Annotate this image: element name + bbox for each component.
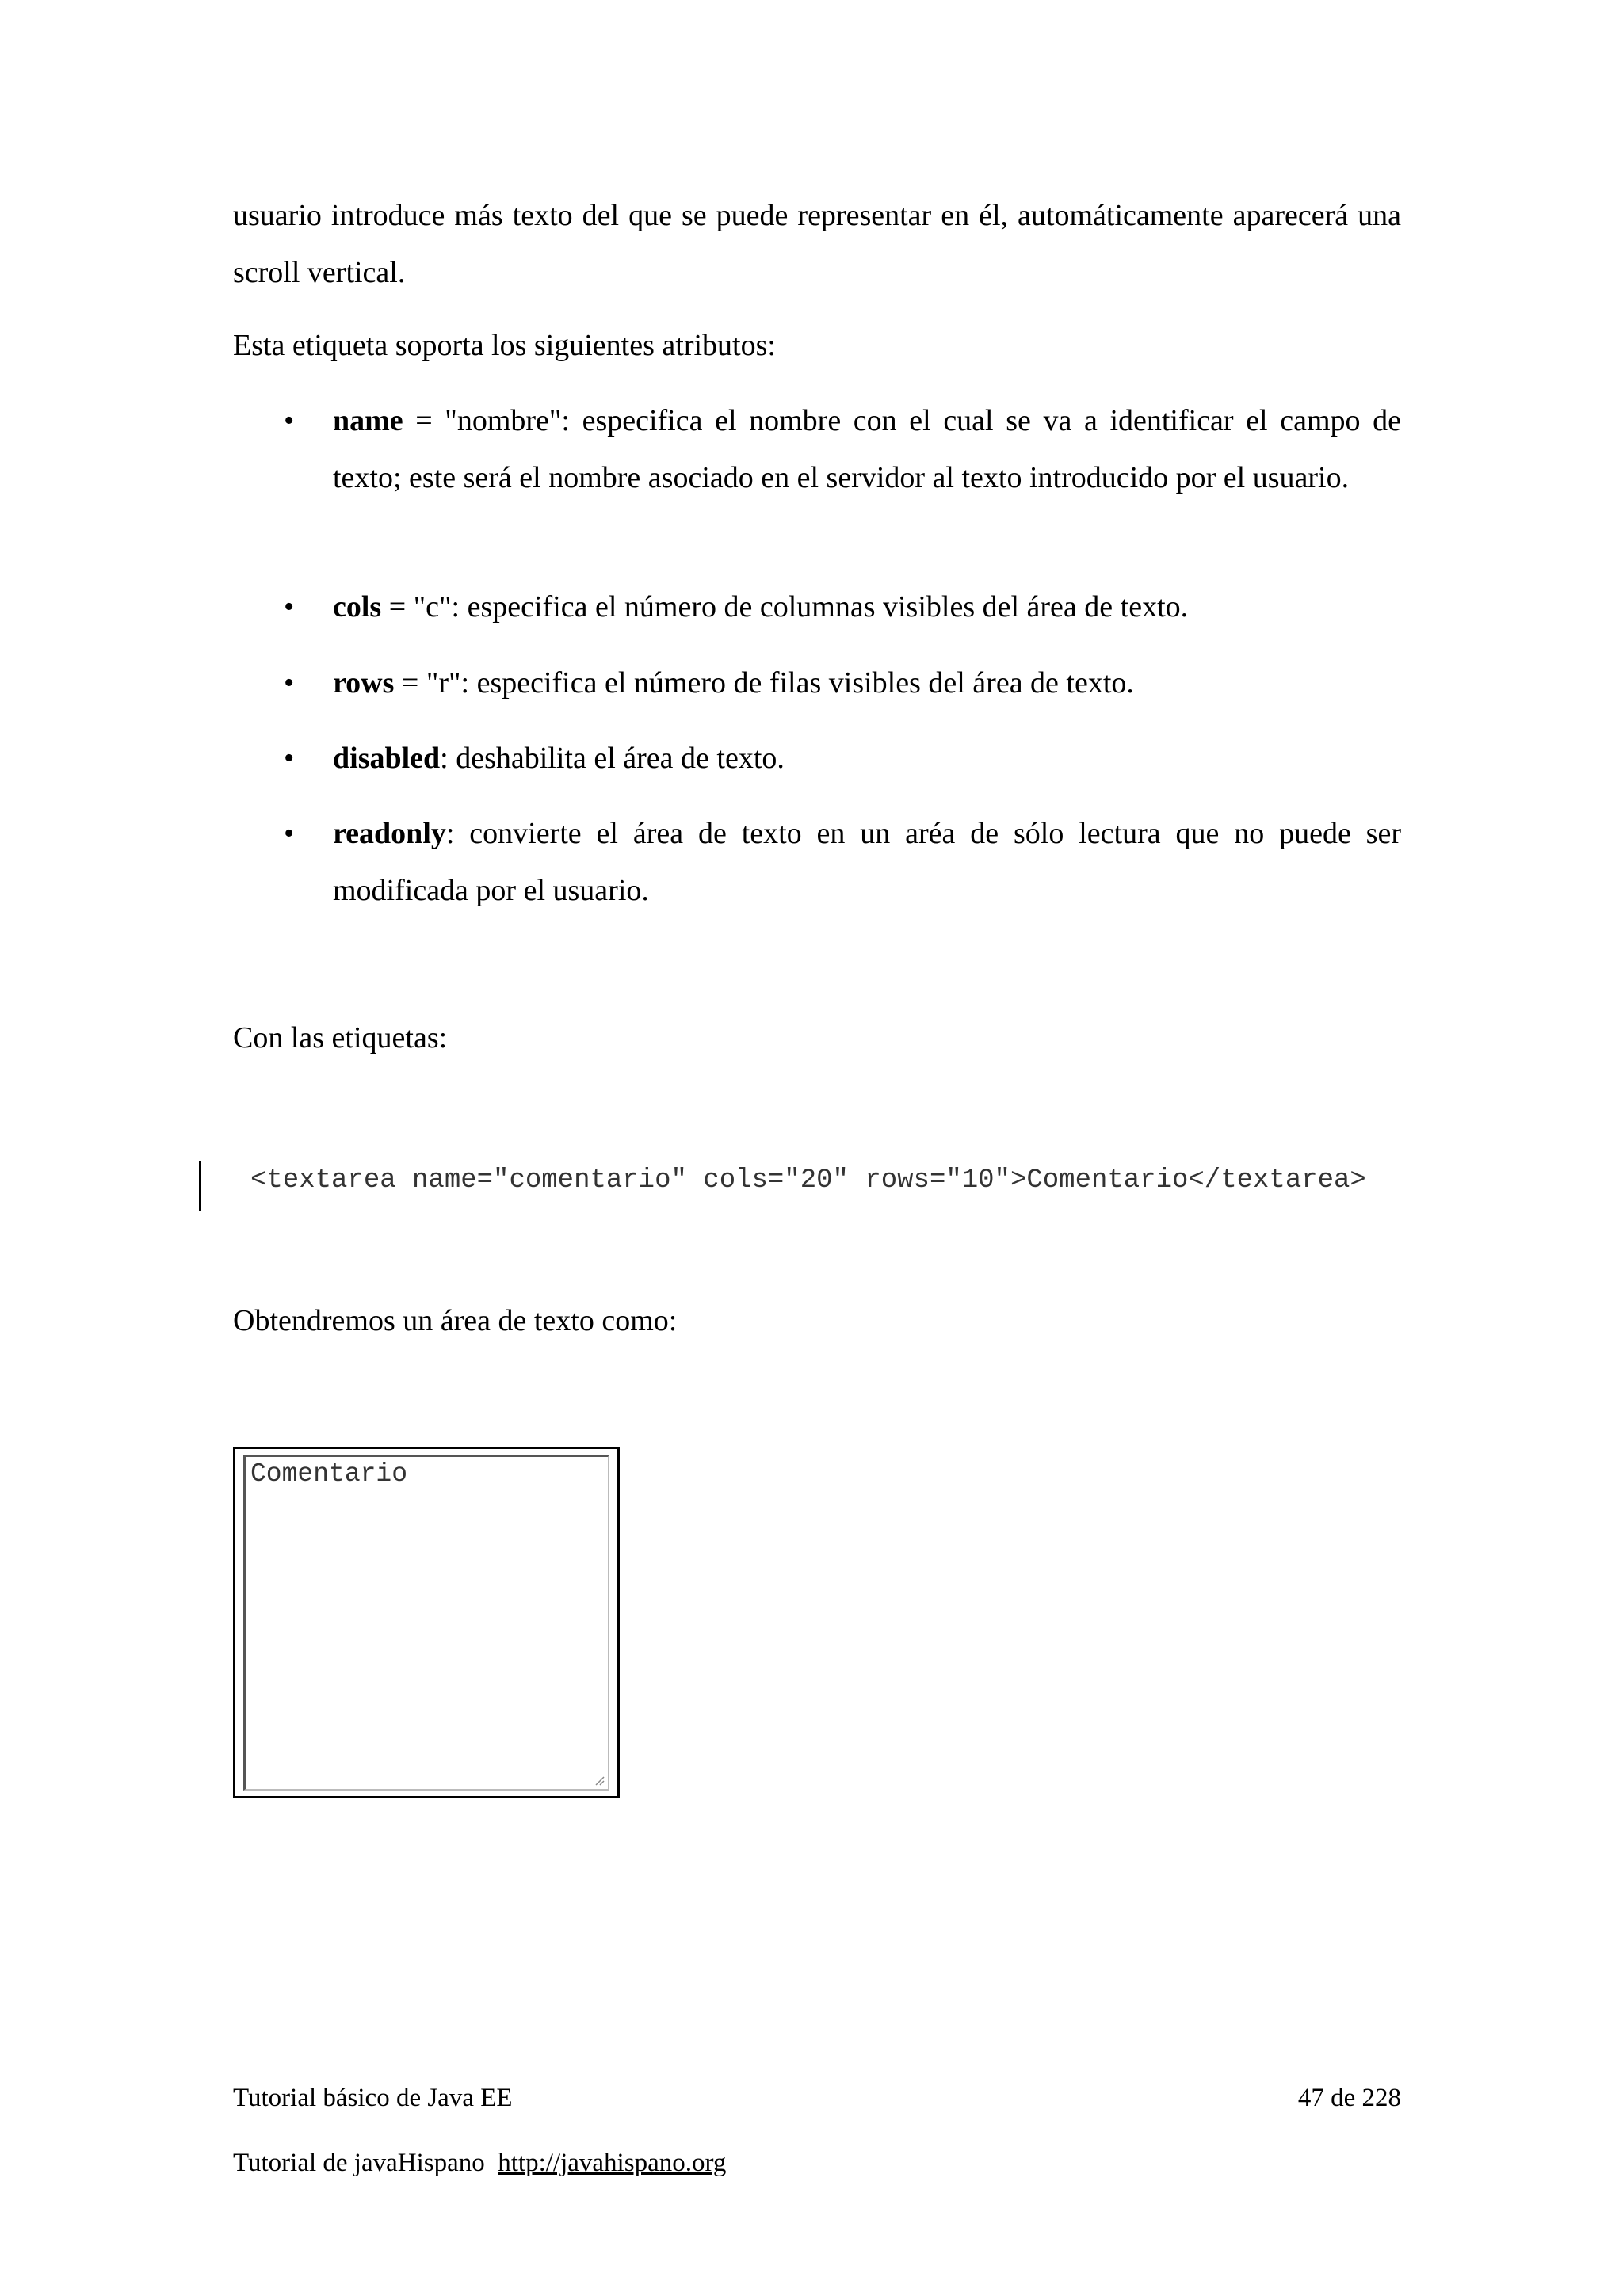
bullet-body bbox=[333, 805, 1401, 919]
attribute-description: : deshabilita el área de texto. bbox=[440, 742, 785, 775]
footer-source-link[interactable]: http://javahispano.org bbox=[498, 2149, 727, 2177]
result-intro: Obtendremos un área de texto como: bbox=[233, 1304, 678, 1337]
bullet-body bbox=[333, 730, 1401, 787]
bullet-disabled bbox=[233, 730, 1401, 787]
bullet-cols bbox=[233, 578, 1401, 635]
bullet-name bbox=[233, 392, 1401, 563]
page-number: 47 bbox=[1297, 2084, 1324, 2112]
bullet-body bbox=[333, 654, 1401, 711]
attribute-description: = "nombre": especifica el nombre con el cual se va a identificar el campo de texto; este será el nombre asociado en el servidor al texto introducido por el usuario. bbox=[333, 404, 1401, 494]
intro-paragraph: usuario introduce más texto del que se puede representar en él, automáticamente aparecerá una scroll vertical. bbox=[233, 199, 1401, 289]
attribute-term: name bbox=[333, 404, 403, 437]
attribute-term: readonly bbox=[333, 817, 446, 850]
footer-source bbox=[233, 2147, 726, 2179]
bullet-marker: • bbox=[284, 590, 295, 624]
bullet-marker: • bbox=[284, 666, 295, 700]
attribute-description: = "r": especifica el número de filas visibles del área de texto. bbox=[394, 666, 1134, 700]
bullet-readonly bbox=[233, 805, 1401, 919]
code-example: <textarea name="comentario" cols="20" rows="10">Comentario</textarea> bbox=[250, 1165, 1366, 1196]
attribute-term: disabled bbox=[333, 742, 441, 775]
bullet-rows bbox=[233, 654, 1401, 711]
page-total: 228 bbox=[1361, 2084, 1401, 2112]
bullet-marker: • bbox=[284, 742, 295, 775]
attribute-term: cols bbox=[333, 590, 382, 624]
textarea-example[interactable] bbox=[243, 1455, 609, 1791]
code-margin-bar bbox=[199, 1161, 201, 1211]
with-tags-label: Con las etiquetas: bbox=[233, 1021, 448, 1055]
bullet-marker: • bbox=[284, 404, 295, 437]
page-of: de bbox=[1331, 2084, 1356, 2112]
bullet-marker: • bbox=[284, 817, 295, 850]
footer-title: Tutorial básico de Java EE bbox=[233, 2084, 513, 2112]
textarea-example-frame bbox=[233, 1447, 620, 1798]
bullet-body bbox=[333, 578, 1401, 635]
resize-grip-icon[interactable] bbox=[592, 1773, 605, 1786]
attributes-intro: Esta etiqueta soporta los siguientes atributos: bbox=[233, 329, 776, 362]
textarea-value: Comentario bbox=[250, 1459, 408, 1489]
footer-source-label: Tutorial de javaHispano bbox=[233, 2149, 485, 2177]
attribute-term: rows bbox=[333, 666, 395, 700]
attribute-description: = "c": especifica el número de columnas visibles del área de texto. bbox=[381, 590, 1189, 624]
attribute-description: : convierte el área de texto en un aréa de sólo lectura que no puede ser modificada por el usuario. bbox=[333, 817, 1401, 907]
page-counter bbox=[1298, 2082, 1401, 2114]
bullet-body bbox=[333, 392, 1401, 506]
